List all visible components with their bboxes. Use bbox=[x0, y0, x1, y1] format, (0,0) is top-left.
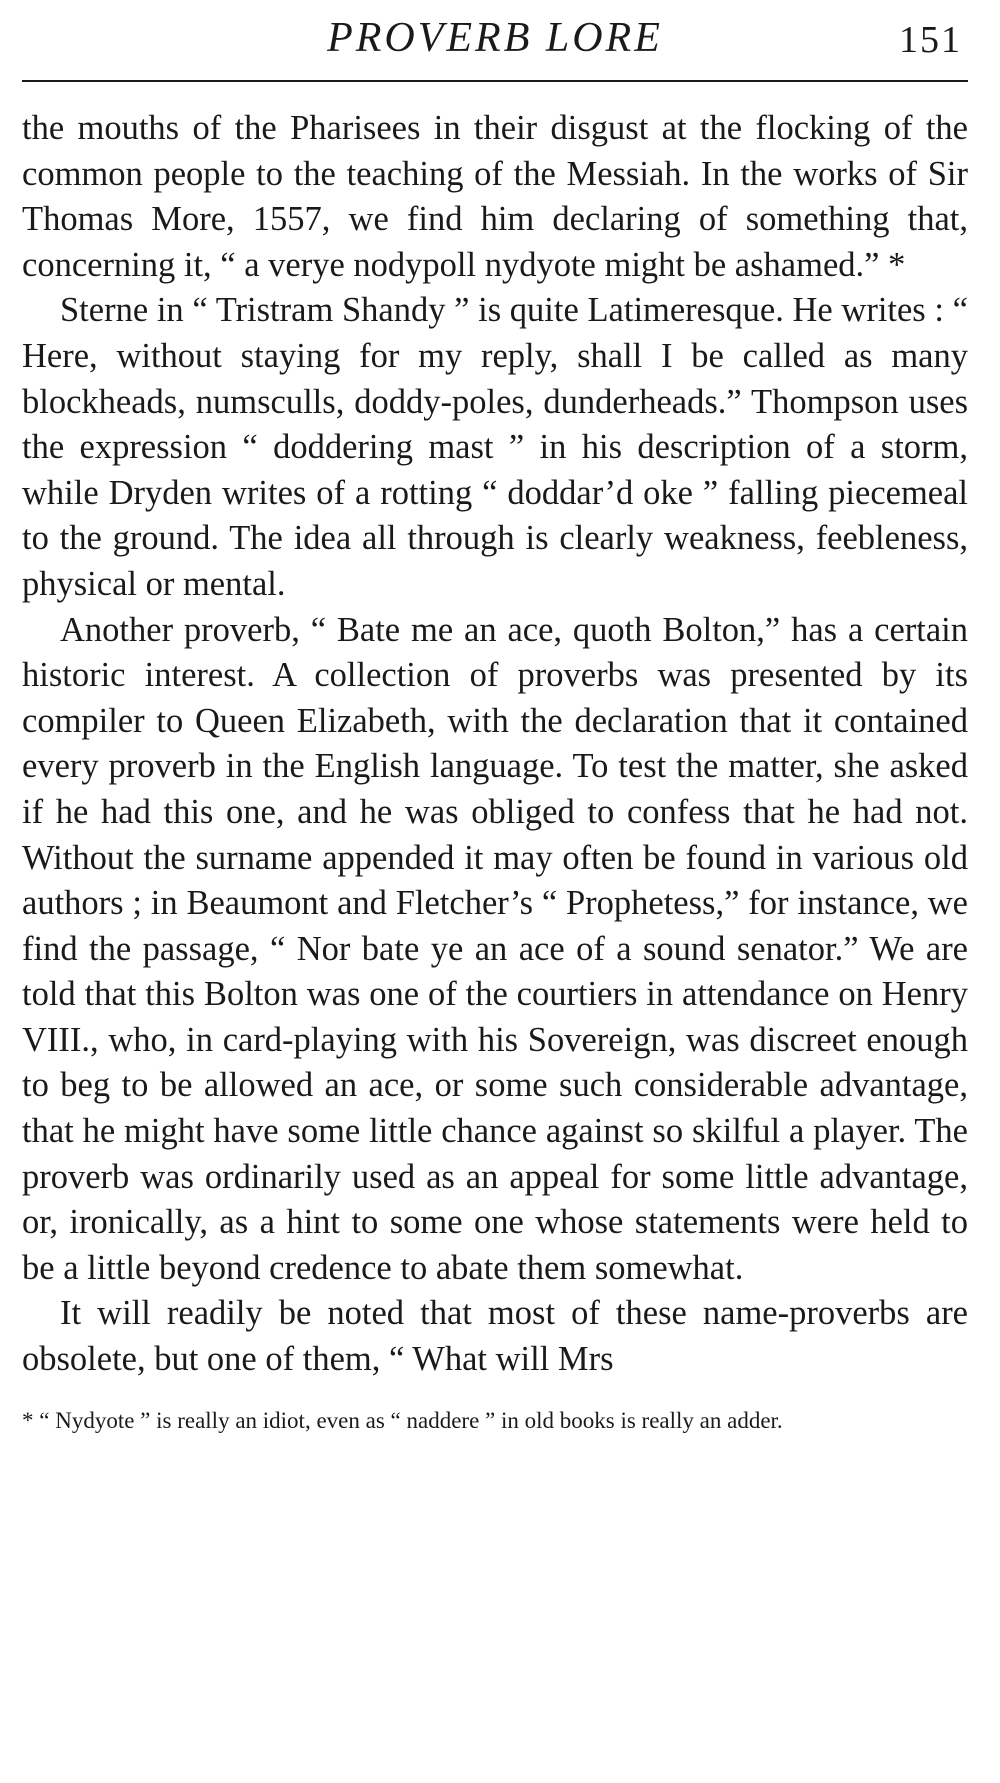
page-number: 151 bbox=[899, 19, 962, 61]
paragraph-bolton: Another proverb, “ Bate me an ace, quoth Bolton,” has a certain historic interest. A collection of proverbs was presented by its compiler to Queen Elizabeth, with the declaration that it contained every proverb in the English language. To test the matter, she asked if he had this one, and he was obliged to confess that he had not. Without the surname appended it may often be found in various old authors ; in Beaumont and Fletcher’s “ Prophetess,” for instance, we find the passage, “ Nor bate ye an ace of a sound senator.” We are told that this Bolton was one of the courtiers in attendance on Henry VIII., who, in card-playing with his Sovereign, was discreet enough to beg to be allowed an ace, or some such considerable advantage, that he might have some little chance against so skilful a player. The proverb was ordinarily used as an appeal for some little advantage, or, ironically, as a hint to some one whose statements were held to be a little beyond credence to abate them somewhat. bbox=[22, 610, 968, 1287]
page-header bbox=[22, 0, 968, 82]
running-title: PROVERB LORE bbox=[327, 15, 663, 61]
paragraph-continuation: the mouths of the Pharisees in their disgust at the flocking of the common people to the teaching of the Messiah. In the works of Sir Thomas More, 1557, we find him declaring of something that, concerning it, “ a verye nodypoll nydyote might be ashamed.” * bbox=[22, 109, 968, 284]
book-page bbox=[22, 0, 968, 1438]
paragraph-sterne: Sterne in “ Tristram Shandy ” is quite Latimeresque. He writes : “ Here, without staying for my reply, shall I be called as many blockheads, numsculls, doddy-poles, dunderheads.” Thompson uses the expression “ doddering mast ” in his description of a storm, while Dryden writes of a rotting “ doddar’d oke ” falling piecemeal to the ground. The idea all through is clearly weakness, feebleness, physical or mental. bbox=[22, 291, 968, 603]
footnote: * “ Nydyote ” is really an idiot, even as “ naddere ” in old books is really an adder. bbox=[22, 1407, 783, 1433]
paragraph-name-proverbs: It will readily be noted that most of these name-proverbs are obsolete, but one of them, “ What will Mrs bbox=[22, 1294, 968, 1379]
page-body bbox=[22, 106, 968, 1383]
